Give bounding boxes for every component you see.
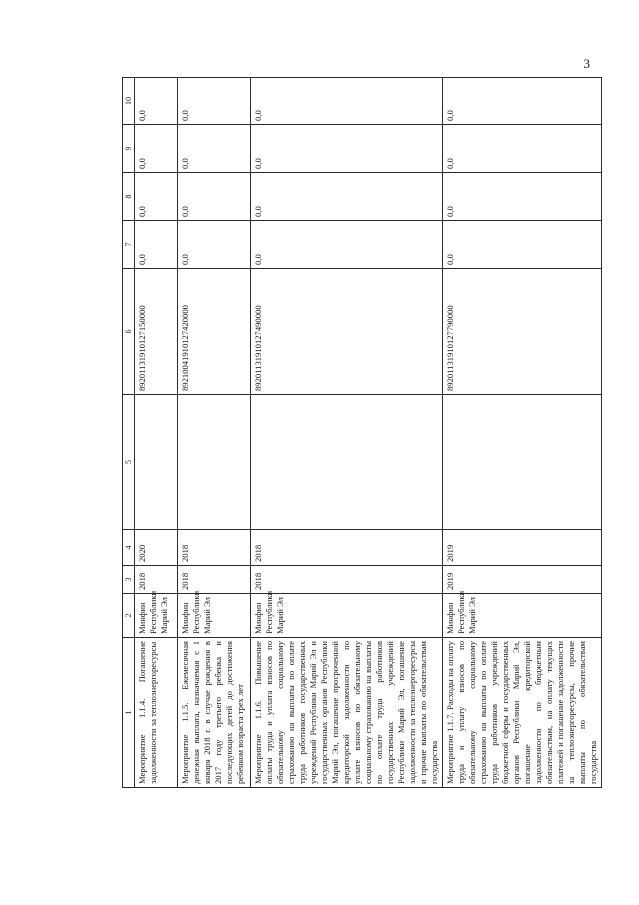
empty-cell	[443, 395, 602, 530]
budget-code: 89210041910127420000	[178, 269, 251, 395]
header-cell: 5	[123, 395, 135, 530]
empty-cell	[135, 395, 178, 530]
header-cell: 1	[123, 638, 135, 788]
amount-cell: 0,0	[135, 221, 178, 269]
empty-cell	[178, 395, 251, 530]
amount-cell: 0,0	[443, 125, 602, 173]
header-cell: 2	[123, 594, 135, 638]
amount-cell: 0,0	[178, 125, 251, 173]
start-year: 2019	[443, 566, 602, 594]
table-row	[251, 78, 443, 788]
budget-code: 89201131910127790000	[443, 269, 602, 395]
budget-code: 89201131910127150000	[135, 269, 178, 395]
header-cell: 3	[123, 566, 135, 594]
header-cell: 8	[123, 173, 135, 221]
amount-cell: 0,0	[135, 78, 178, 125]
end-year: 2019	[443, 530, 602, 566]
amount-cell: 0,0	[251, 221, 443, 269]
start-year: 2018	[178, 566, 251, 594]
amount-cell: 0,0	[443, 221, 602, 269]
program-measures-table	[122, 77, 602, 788]
amount-cell: 0,0	[178, 173, 251, 221]
measure-name: Мероприятие 1.1.4. Погашение задолженности за теплоэнергоресурсы	[135, 638, 178, 788]
budget-code: 89201131910127490000	[251, 269, 443, 395]
header-row	[123, 78, 135, 788]
table-row	[443, 78, 602, 788]
amount-cell: 0,0	[251, 78, 443, 125]
responsible-executor: Минфин Республики Марий Эл	[135, 594, 178, 638]
header-cell: 4	[123, 530, 135, 566]
measure-name: Мероприятие 1.1.5. Ежемесячная денежная выплата, назначаемая с 1 января 2018 г. в случае рождения в 2017 году третьего ребенка и последующих детей до достижения ребенком возраста трех лет	[178, 638, 251, 788]
responsible-executor: Минфин Республики Марий Эл	[251, 594, 443, 638]
header-cell: 10	[123, 78, 135, 125]
amount-cell: 0,0	[135, 125, 178, 173]
rotated-table-wrapper	[122, 78, 622, 788]
header-cell: 6	[123, 269, 135, 395]
table-row	[135, 78, 178, 788]
table-row	[178, 78, 251, 788]
responsible-executor: Минфин Республики Марий Эл	[443, 594, 602, 638]
amount-cell: 0,0	[178, 221, 251, 269]
end-year: 2018	[178, 530, 251, 566]
responsible-executor: Минфин Республики Марий Эл	[178, 594, 251, 638]
empty-cell	[251, 395, 443, 530]
header-cell: 9	[123, 125, 135, 173]
amount-cell: 0,0	[178, 78, 251, 125]
end-year: 2018	[251, 530, 443, 566]
start-year: 2018	[135, 566, 178, 594]
start-year: 2018	[251, 566, 443, 594]
measure-name: Мероприятие 1.1.6. Повышение оплаты труда и уплата взносов по обязательному социальному страхованию на выплаты по оплате труда работников государственных учреждений Республики Марий Эл и государственных органов Республики Марий Эл, погашение просроченной кредиторской задолженности по уплате взносов по обязательному социальному страхованию на выплаты по оплате труда работников государственных учреждений Республики Марий Эл, погашение задолженности за теплоэнергоресурсы и прочие выплаты по обязательствам государства	[251, 638, 443, 788]
page-number: 3	[583, 56, 590, 71]
amount-cell: 0,0	[135, 173, 178, 221]
amount-cell: 0,0	[251, 173, 443, 221]
amount-cell: 0,0	[251, 125, 443, 173]
header-cell: 7	[123, 221, 135, 269]
amount-cell: 0,0	[443, 78, 602, 125]
end-year: 2020	[135, 530, 178, 566]
amount-cell: 0,0	[443, 173, 602, 221]
measure-name: Мероприятие 1.1.7. Расходы на оплату труда и уплату взносов по обязательному социальному страхованию на выплаты по оплате труда работников учреждений бюджетной сферы и государственных органов Республики Марий Эл, погашение кредиторской задолженности по бюджетным обязательствам, на оплату текущих платежей и погашение задолженности за теплоэнергоресурсы, прочие выплаты по обязательствам государства	[443, 638, 602, 788]
